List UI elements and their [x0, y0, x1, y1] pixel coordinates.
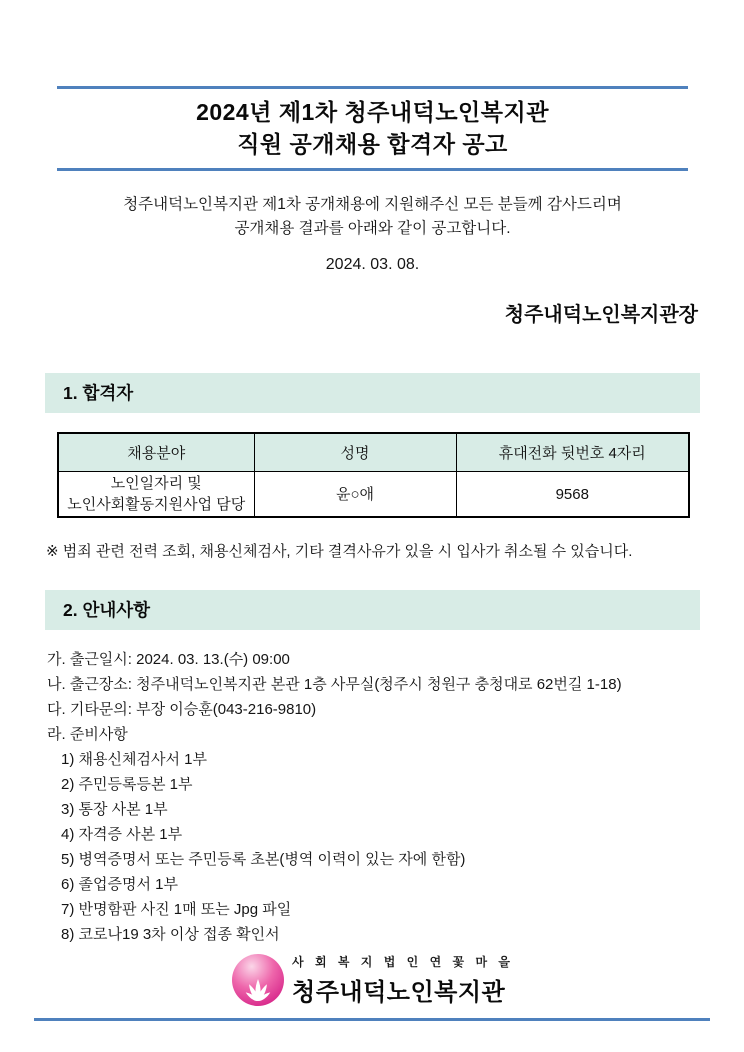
- prep-item-7: 7) 반명함판 사진 1매 또는 Jpg 파일: [61, 901, 292, 918]
- intro-line2: 공개채용 결과를 아래와 같이 공고합니다.: [234, 220, 511, 237]
- document-date: 2024. 03. 08.: [325, 256, 420, 273]
- table-row: [58, 472, 689, 518]
- category-line2: 노인사회활동지원사업 담당: [67, 496, 246, 513]
- guidance-list: [47, 647, 700, 947]
- footer-logo: [45, 953, 700, 1007]
- table-header-row: [58, 433, 689, 472]
- cell-phone: 9568: [456, 472, 689, 518]
- info-item-preparation: 라. 준비사항: [47, 726, 128, 743]
- prep-item-3: 3) 통장 사본 1부: [61, 801, 168, 818]
- prep-item-6: 6) 졸업증명서 1부: [61, 876, 178, 893]
- title-box: [57, 86, 688, 171]
- prep-item-5: 5) 병역증명서 또는 주민등록 초본(병역 이력이 있는 자에 한함): [61, 851, 466, 868]
- info-item-contact: 다. 기타문의: 부장 이승훈(043-216-9810): [47, 701, 317, 718]
- cell-name: 윤○애: [254, 472, 456, 518]
- column-header-field: 채용분야: [58, 433, 254, 472]
- section-heading-passers: 1. 합격자: [45, 373, 700, 413]
- signer-name: 청주내덕노인복지관장: [504, 304, 698, 326]
- prep-item-1: 1) 채용신체검사서 1부: [61, 751, 207, 768]
- column-header-phone: 휴대전화 뒷번호 4자리: [456, 433, 689, 472]
- lotus-flower-icon: [231, 953, 285, 1007]
- organization-name: 청주내덕노인복지관: [292, 979, 506, 1006]
- info-item-workplace: 나. 출근장소: 청주내덕노인복지관 본관 1층 사무실(청주시 청원구 충청대로 62번길 1-18): [47, 676, 622, 693]
- passers-table: [57, 432, 690, 518]
- logo-text-block: [292, 953, 514, 1007]
- cell-category: [58, 472, 254, 518]
- prep-item-8: 8) 코로나19 3차 이상 접종 확인서: [61, 926, 280, 943]
- intro-line1: 청주내덕노인복지관 제1차 공개채용에 지원해주신 모든 분들께 감사드리며: [123, 196, 622, 213]
- intro-paragraph: [45, 193, 700, 241]
- section-heading-guidance: 2. 안내사항: [45, 590, 700, 630]
- document-title-line2: 직원 공개채용 합격자 공고: [237, 131, 508, 157]
- prep-item-2: 2) 주민등록등본 1부: [61, 776, 193, 793]
- category-line1: 노인일자리 및: [110, 475, 202, 492]
- disqualification-note: ※ 범죄 관련 전력 조회, 채용신체검사, 기타 결격사유가 있을 시 입사가 취소될 수 있습니다.: [46, 543, 633, 560]
- document-title-line1: 2024년 제1차 청주내덕노인복지관: [196, 99, 549, 125]
- foundation-name: 사 회 복 지 법 인 연 꽃 마 을: [292, 955, 514, 969]
- page-bottom-rule: [34, 1018, 710, 1021]
- prep-item-4: 4) 자격증 사본 1부: [61, 826, 183, 843]
- info-item-worktime: 가. 출근일시: 2024. 03. 13.(수) 09:00: [47, 651, 290, 668]
- column-header-name: 성명: [254, 433, 456, 472]
